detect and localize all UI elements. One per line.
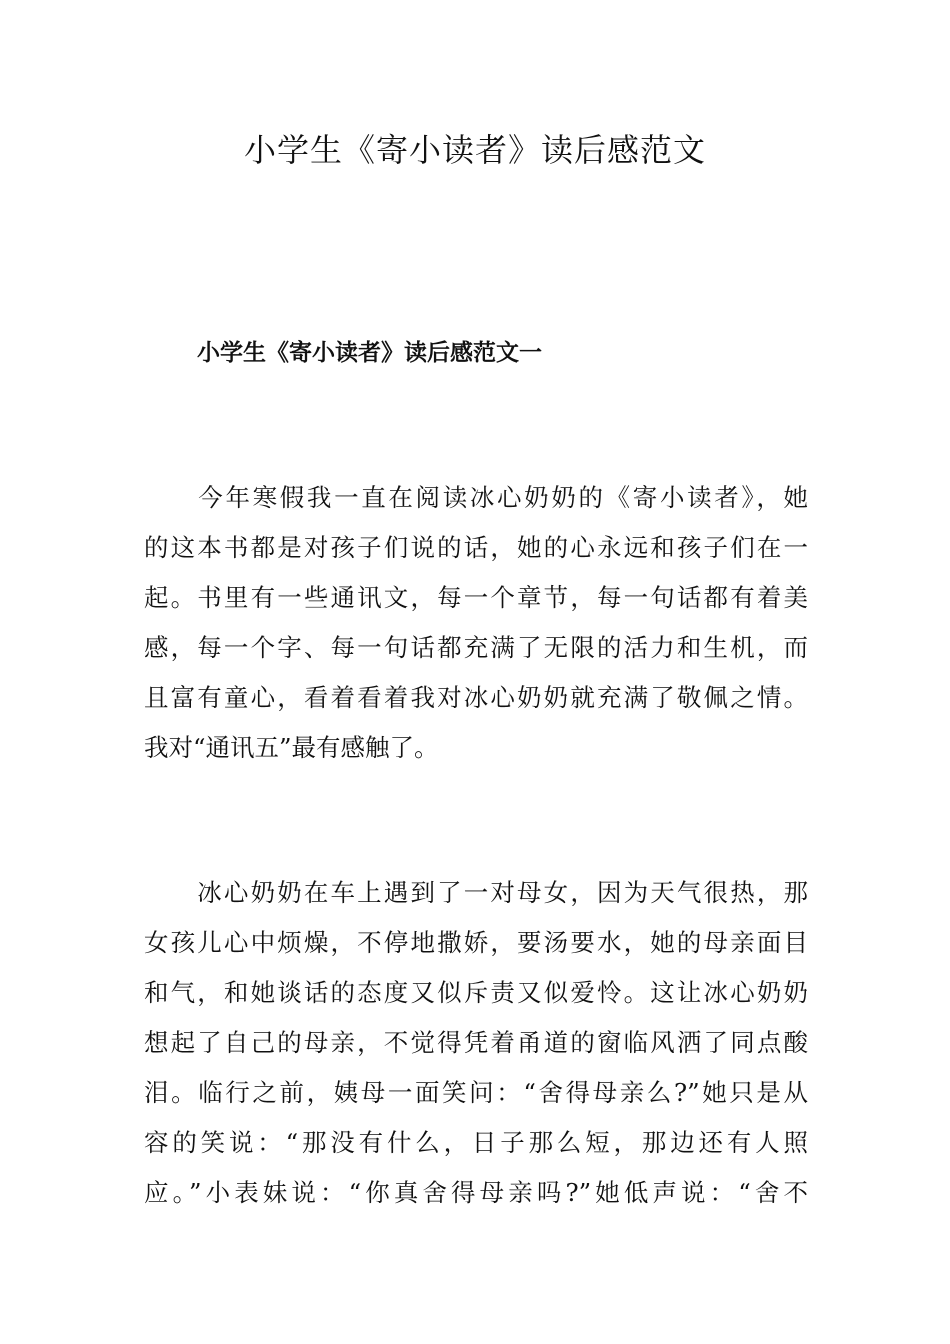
paragraph-line: 感，每一个字、每一句话都充满了无限的活力和生机，而 <box>144 633 808 662</box>
paragraph-line: 女孩儿心中烦燥，不停地撒娇，要汤要水，她的母亲面目 <box>144 928 808 957</box>
document-title: 小学生《寄小读者》读后感范文 <box>243 131 706 169</box>
paragraph-line: 应。”小表妹说：“你真舍得母亲吗?”她低声说：“舍不 <box>144 1178 808 1207</box>
paragraph-line: 且富有童心，看着看着我对冰心奶奶就充满了敬佩之情。 <box>144 683 808 712</box>
paragraph <box>144 868 808 1218</box>
paragraph-line: 想起了自己的母亲，不觉得凭着甬道的窗临风洒了同点酸 <box>144 1028 808 1057</box>
paragraph-line: 我对“通讯五”最有感触了。 <box>144 733 439 762</box>
paragraph-line: 的这本书都是对孩子们说的话，她的心永远和孩子们在一 <box>144 533 808 562</box>
paragraph-line: 今年寒假我一直在阅读冰心奶奶的《寄小读者》，她 <box>144 483 808 512</box>
paragraph-line: 起。书里有一些通讯文，每一个章节，每一句话都有着美 <box>144 583 808 612</box>
paragraph-line: 冰心奶奶在车上遇到了一对母女，因为天气很热，那 <box>144 878 808 907</box>
paragraph-line: 泪。临行之前，姨母一面笑问：“舍得母亲么?”她只是从 <box>144 1078 808 1107</box>
paragraph <box>144 473 808 773</box>
section-heading: 小学生《寄小读者》读后感范文一 <box>197 339 542 366</box>
paragraph-line: 和气，和她谈话的态度又似斥责又似爱怜。这让冰心奶奶 <box>144 978 808 1007</box>
paragraph-line: 容的笑说：“那没有什么，日子那么短，那边还有人照 <box>144 1128 808 1157</box>
